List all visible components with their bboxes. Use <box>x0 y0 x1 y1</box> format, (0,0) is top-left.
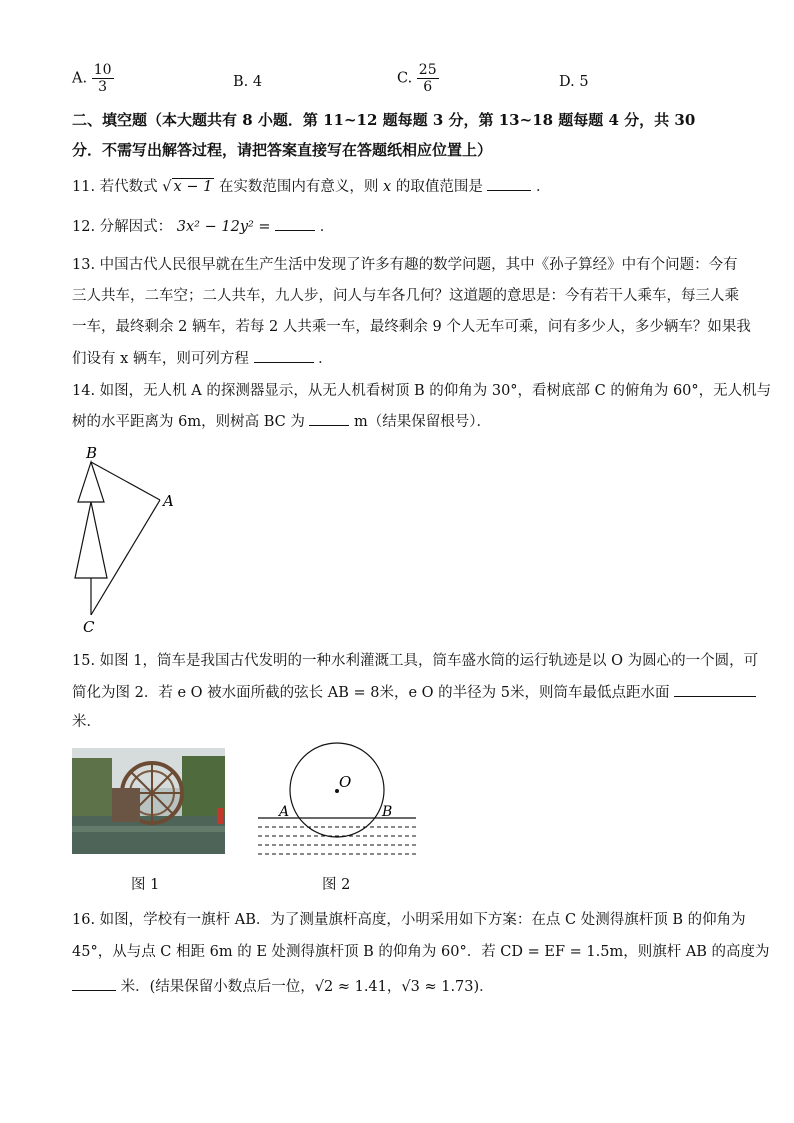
label-O: O <box>339 773 352 791</box>
label-C: C <box>83 618 95 636</box>
question-14-line2: 树的水平距离为 6m，则树高 BC 为 m（结果保留根号）． <box>72 411 491 432</box>
option-a <box>72 62 114 95</box>
tree-drone-figure <box>60 440 200 640</box>
tree-bottom-triangle <box>75 502 107 578</box>
answer-blank-14[interactable] <box>309 411 349 426</box>
tree-top-triangle <box>78 462 104 502</box>
question-14-line1: 14. 如图，无人机 A 的探测器显示，从无人机看树顶 B 的仰角为 30°，看树底部 C 的俯角为 60°，无人机与 <box>72 383 772 399</box>
label-A: A <box>163 492 174 510</box>
question-15-line1: 15. 如图 1，筒车是我国古代发明的一种水利灌溉工具，筒车盛水筒的运行轨迹是以 O 为圆心的一个圆，可 <box>72 653 759 669</box>
answer-blank-15[interactable] <box>674 682 756 697</box>
water-wheel-photo <box>72 748 225 854</box>
question-15-line3: 米． <box>72 714 101 730</box>
option-c-fraction: $\frac{25}{6}$ <box>418 62 437 95</box>
question-16-line2: 45°，从与点 C 相距 6m 的 E 处测得旗杆顶 B 的仰角为 60°．若 CD = EF = 1.5m，则旗杆 AB 的高度为 <box>72 944 770 960</box>
question-16-line1: 16. 如图，学校有一旗杆 AB．为了测量旗杆高度，小明采用如下方案：在点 C 处测得旗杆顶 B 的仰角为 <box>72 912 746 928</box>
label-B: B <box>86 444 98 462</box>
option-a-label: A. <box>72 70 88 87</box>
label-B-fig2: B <box>382 804 393 820</box>
answer-blank-16[interactable] <box>72 976 116 991</box>
line-AC <box>91 500 160 615</box>
option-b: B. 4 <box>233 74 263 90</box>
question-15-line2: 简化为图 2．若 e O 被水面所截的弦长 AB = 8米，e O 的半径为 5米，则筒车最低点距水面 <box>72 682 756 703</box>
answer-blank-12[interactable] <box>275 216 315 231</box>
sqrt-expression: √ x − 1 <box>162 179 213 195</box>
section-header-line1: 二、填空题（本大题共有 8 小题．第 11~12 题每题 3 分，第 13~18 题每题 4 分，共 30 <box>72 111 696 129</box>
option-c-label: C. <box>397 70 413 87</box>
question-11: 11. 若代数式 √ x − 1 在实数范围内有意义，则 x 的取值范围是 ． <box>72 176 551 197</box>
question-13-line3: 一车，最终剩余 2 辆车，若每 2 人共乘一车，最终剩余 9 个人无车可乘，问有多少人，多少辆车？如果我 <box>72 319 751 335</box>
figure-1-caption: 图 1 <box>131 877 160 893</box>
answer-blank-13[interactable] <box>254 348 314 363</box>
question-13-line4: 们设有 x 辆车，则可列方程 ． <box>72 348 333 369</box>
question-13-line2: 三人共车，二车空；二人共车，九人步，问人与车各几何？这道题的意思是：今有若干人乘车，每三人乘 <box>72 288 739 304</box>
figure-2-caption: 图 2 <box>322 877 351 893</box>
option-c <box>397 62 439 95</box>
label-A-fig2: A <box>279 804 290 820</box>
answer-blank-11[interactable] <box>487 176 531 191</box>
question-13-line1: 13. 中国古代人民很早就在生产生活中发现了许多有趣的数学问题，其中《孙子算经》中有个问题：今有 <box>72 257 738 273</box>
circle-water-diagram <box>250 738 420 863</box>
option-d: D. 5 <box>559 74 589 90</box>
question-16-line3: 米．(结果保留小数点后一位，√2 ≈ 1.41，√3 ≈ 1.73)． <box>72 976 494 997</box>
section-header-line2: 分．不需写出解答过程，请把答案直接写在答题纸相应位置上） <box>72 141 493 159</box>
question-12: 12. 分解因式： 3x² − 12y² = ． <box>72 216 334 237</box>
option-a-fraction: $\frac{10}{3}$ <box>93 62 112 95</box>
